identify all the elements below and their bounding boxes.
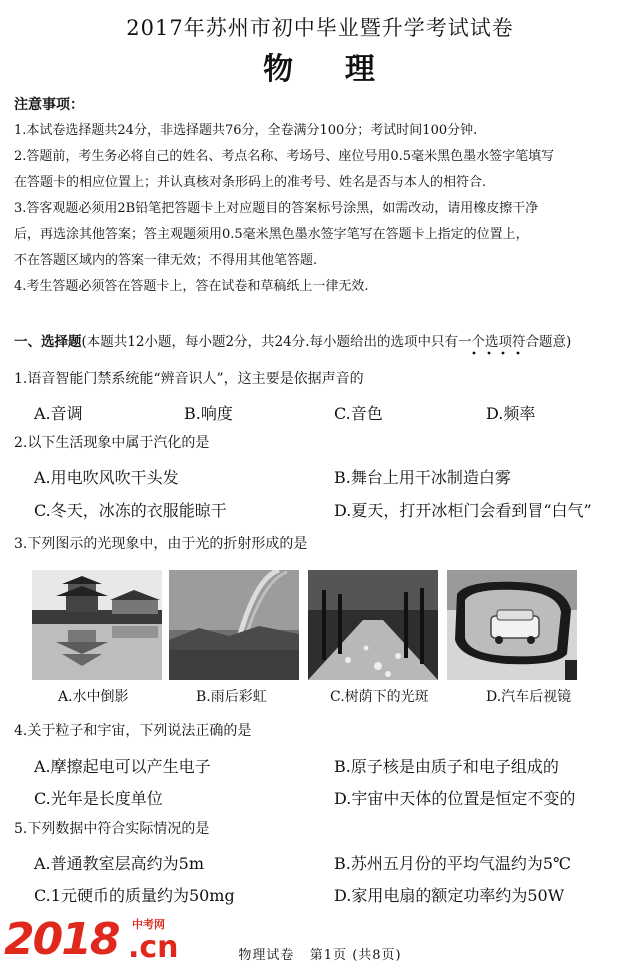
- notice-heading: 注意事项：: [14, 97, 84, 113]
- q5-option-d: D.家用电扇的额定功率约为50W: [334, 886, 565, 905]
- q3-option-a: A.水中倒影: [58, 689, 129, 705]
- q4-option-a: A.摩擦起电可以产生电子: [34, 757, 211, 776]
- q5-option-b: B.苏州五月份的平均气温约为5℃: [334, 854, 571, 873]
- tree-shade-photo: [308, 570, 438, 680]
- notice-item: 3.答客观题必须用2B铅笔把答题卡上对应题目的答案标号涂黑，如需改动，请用橡皮擦干净: [14, 201, 539, 216]
- q2-option-b: B.舞台上用干冰制造白雾: [334, 468, 511, 487]
- q4-option-d: D.宇宙中天体的位置是恒定不变的: [334, 789, 576, 808]
- q1-option-c: C.音色: [334, 404, 383, 423]
- question-5-stem: 5.下列数据中符合实际情况的是: [14, 821, 210, 837]
- notice-item: 在答题卡的相应位置上；并认真核对条形码上的准考号、姓名是否与本人的相符合.: [14, 175, 487, 190]
- q2-option-d: D.夏天，打开冰柜门会看到冒“白气”: [334, 501, 592, 520]
- exam-title: 2017年苏州市初中毕业暨升学考试试卷: [126, 16, 514, 40]
- section-heading: [14, 330, 634, 350]
- notice-item: 不在答题区域内的答案一律无效；不得用其他笔答题.: [14, 253, 318, 268]
- notice-list: [14, 118, 626, 300]
- q4-option-c: C.光年是长度单位: [34, 789, 163, 808]
- notice-item: 1.本试卷选择题共24分，非选择题共76分，全卷满分100分；考试时间100分钟.: [14, 123, 478, 138]
- notice-item: 4.考生答题必须答在答题卡上，答在试卷和草稿纸上一律无效.: [14, 279, 369, 294]
- emphasis-dots: [468, 350, 538, 356]
- subject-title: 物 理: [263, 52, 377, 87]
- logo-domain: .cn: [128, 930, 179, 965]
- q1-option-a: A.音调: [34, 404, 83, 423]
- q1-option-d: D.频率: [486, 404, 536, 423]
- q3-option-b: B.雨后彩虹: [196, 689, 267, 705]
- section-desc: (本题共12小题，每小题2分，共24分.每小题给出的选项中只有一个选项符合题意): [81, 334, 572, 350]
- question-3-stem: 3.下列图示的光现象中，由于光的折射形成的是: [14, 536, 308, 552]
- q1-option-b: B.响度: [184, 404, 233, 423]
- site-logo: [4, 912, 204, 972]
- question-3-photos: [32, 570, 632, 680]
- question-1-stem: 1.语音智能门禁系统能“辨音识人”，这主要是依据声音的: [14, 371, 364, 387]
- notice-item: 后，再选涂其他答案；答主观题须用0.5毫米黑色墨水签字笔写在答题卡上指定的位置上，: [14, 227, 529, 242]
- page-footer: 物理试卷 第1页 (共8页): [238, 948, 402, 963]
- logo-number: 2018: [4, 914, 119, 965]
- question-2-stem: 2.以下生活现象中属于汽化的是: [14, 435, 210, 451]
- question-4-stem: 4.关于粒子和宇宙，下列说法正确的是: [14, 723, 252, 739]
- q2-option-c: C.冬天，冰冻的衣服能晾干: [34, 501, 227, 520]
- q5-option-c: C.1元硬币的质量约为50mg: [34, 886, 235, 905]
- q3-option-c: C.树荫下的光斑: [330, 689, 429, 705]
- rearview-mirror-photo: [447, 570, 577, 680]
- q5-option-a: A.普通教室层高约为5m: [34, 854, 204, 873]
- notice-item: 2.答题前，考生务必将自己的姓名、考点名称、考场号、座位号用0.5毫米黑色墨水签字笔填写: [14, 149, 555, 164]
- logo-site-name: 中考网: [132, 918, 165, 931]
- q2-option-a: A.用电吹风吹干头发: [34, 468, 179, 487]
- q4-option-b: B.原子核是由质子和电子组成的: [334, 757, 559, 776]
- pagoda-reflection-photo: [32, 570, 162, 680]
- rainbow-photo: [169, 570, 299, 680]
- q3-option-d: D.汽车后视镜: [486, 689, 572, 705]
- section-label: 一、选择题: [14, 334, 82, 350]
